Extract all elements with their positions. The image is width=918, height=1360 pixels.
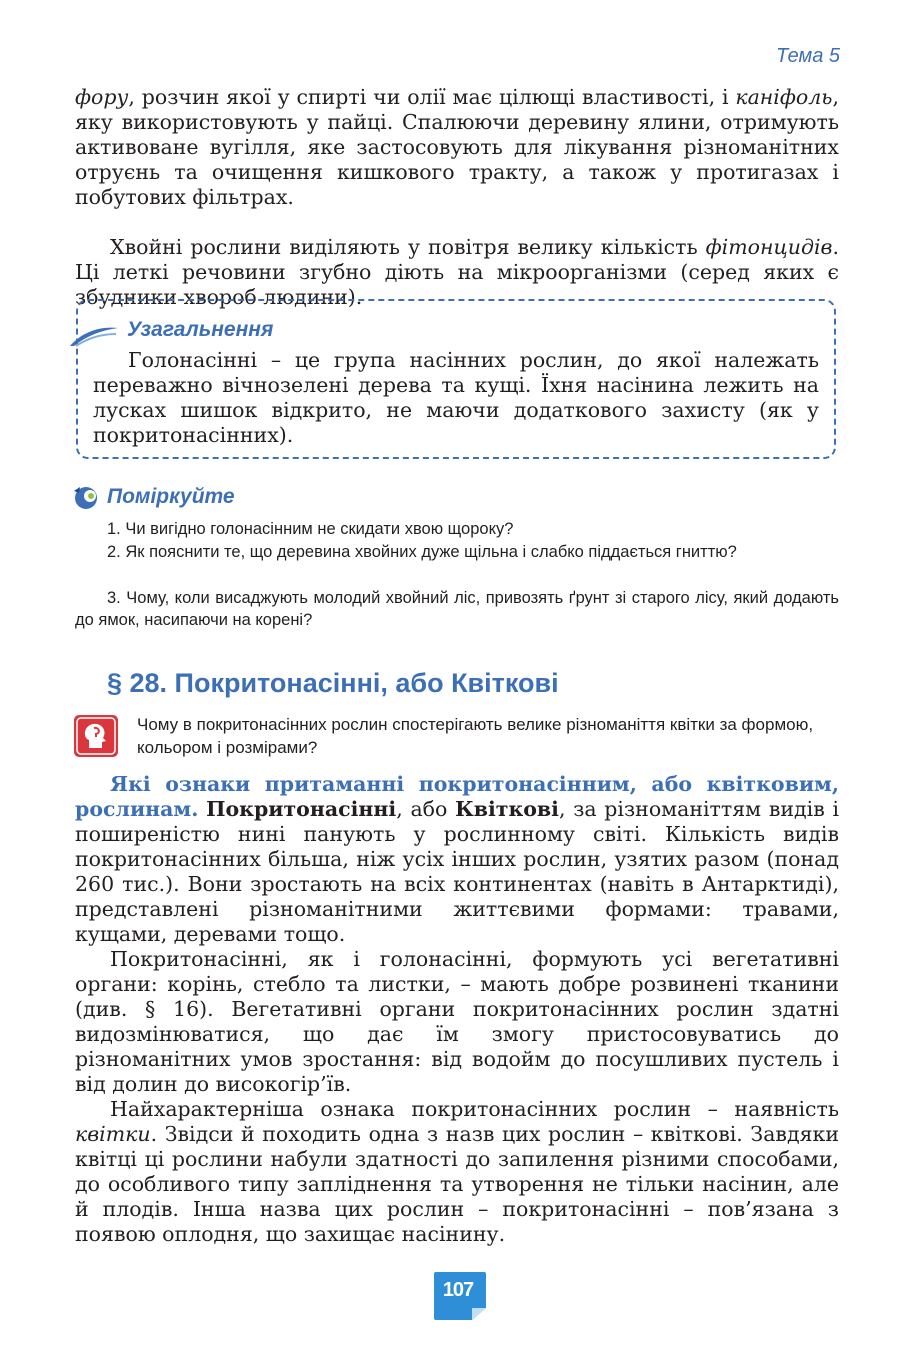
summary-text: Голонасінні – це група насінних рослин, до якої належать переважно вічнозелені дерева та кущі. Їхня насінина лежить на лусках шишок відкрито, не маючи додаткового захисту (як у покритонасінних). [93,348,819,447]
think-title: Поміркуйте [107,485,235,508]
paragraph-flower [75,1097,839,1247]
paragraph-vegetative-organs: Покритонасінні, як і голонасінні, формують усі вегетативні органи: корінь, стебло та листки, – мають добре розвинені тканини (див. § 16). Вегетативні органи покритонасінних рослин здатні видозмінюватися, що дає їм змогу пристосовуватись до різноманітних умов зростання: від водойм до посушливих пустель і від долин до високогір’їв. [75,947,839,1096]
think-question-3: 3. Чому, коли висаджують молодий хвойний ліс, привозять ґрунт зі старого лісу, який додають до ямок, насипаючи на корені? [75,589,839,629]
thinking-head-icon [71,485,101,511]
think-question-2: 2. Як пояснити те, що деревина хвойних дуже щільна і слабко піддається гниттю? [107,543,737,561]
term-angiosperms: Покритонасінні [206,797,397,821]
text-span: Хвойні рослини виділяють у повітря велику кількість [110,235,706,259]
page-number: 107 [442,1279,474,1301]
question-face-icon [73,714,119,758]
text-span: , або [396,797,456,821]
summary-title: Узагальнення [127,318,274,341]
text-span: , розчин якої у спирті чи олії має цілющі властивості, і [128,85,736,109]
text-span: , за різноманіттям видів і поширеністю нині панують у рослинному світі. Кількість видів покритонасінних більша, ніж усіх інших рослин, узятих разом (понад 260 тис.). Вони зростають на всіх континентах (навіть в Антарктиді), представлені різноманітними життєвими формами: травами, кущами, деревами тощо. [75,797,839,946]
text-span: . Ці леткі речовини згубно діють на мікроорганізми (серед яких є збудники хвороб людини). [75,235,839,309]
paragraph-angiosperms-intro [75,772,839,947]
text-span: , яку використовують у пайці. Спалюючи деревину ялини, отримують активоване вугілля, яке застосовують для лікування різноманітних отруєнь та очищення кишкового тракту, а також у протигазах і побутових фільтрах. [75,85,839,209]
term-phytoncides: фітонцидів [705,235,833,259]
swoosh-icon [68,322,120,348]
lead-question: Які ознаки притаманні покритонасінним, або квітковим, рослинам. [75,772,839,821]
paragraph-resin [75,85,839,210]
term-camphor: фору [75,85,129,109]
text-span: . Звідси й походить одна з назв цих рослин – квіткові. Завдяки квітці ці рослини набули здатності до запилення різними способами, до особливого типу запліднення та утворення не тільки насінин, але й плодів. Інша назва цих рослин – покритонасінні – пов’язана з появою оплодня, що захищає насінину. [75,1122,839,1246]
term-rosin: каніфоль [735,85,833,109]
term-flower: квітки [75,1122,151,1146]
text-span: Найхарактерніша ознака покритонасінних рослин – наявність [110,1097,839,1121]
think-question-1: 1. Чи вигідно голонасінним не скидати хвою щороку? [107,520,514,538]
section-question: Чому в покритонасінних рослин спостерігають велике різноманіття квітки за формою, кольором і розмірами? [137,715,814,757]
term-flowering: Квіткові [455,797,559,821]
topic-label: Тема 5 [776,45,840,67]
section-title: § 28. Покритонасінні, або Квіткові [107,668,559,698]
